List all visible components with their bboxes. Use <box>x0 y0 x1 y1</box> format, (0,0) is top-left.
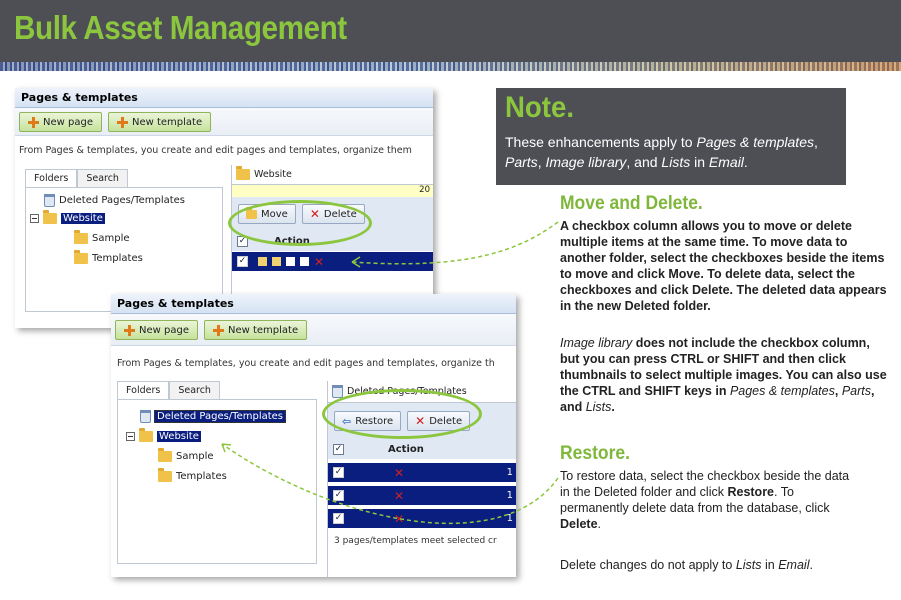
panel-description: From Pages & templates, you create and edit pages and templates, organize them <box>19 145 412 156</box>
panel-title: Pages & templates <box>111 294 516 314</box>
select-all-checkbox[interactable]: ✓ <box>334 443 343 454</box>
folder-icon <box>74 253 88 264</box>
highlight-circle-restore <box>322 389 482 439</box>
tree-item-templates[interactable]: Templates <box>158 471 227 482</box>
restore-title: Restore. <box>560 443 630 464</box>
header-banner <box>0 0 901 62</box>
edit-icon[interactable] <box>258 257 267 266</box>
select-all-checkbox[interactable]: ✓ <box>238 235 247 246</box>
folder-icon <box>139 431 153 442</box>
note-box <box>496 88 846 185</box>
screenshot-panel-move-delete <box>15 88 433 328</box>
tree-item-templates[interactable]: Templates <box>74 253 143 264</box>
page-icon[interactable] <box>286 257 295 266</box>
page-title: Bulk Asset Management <box>14 9 347 46</box>
move-button[interactable]: Move <box>238 204 296 224</box>
panel-toolbar <box>15 108 433 136</box>
trash-icon <box>332 385 343 398</box>
table-row[interactable] <box>232 251 433 271</box>
panel-description: From Pages & templates, you create and edit pages and templates, organize th <box>117 358 495 369</box>
info-bar: 20 <box>232 185 433 197</box>
image-library-text: Image library does not include the checkbox column, but you can press CTRL or SHIFT and then click thumbnails to select multiple images. You can also use the CTRL and SHIFT keys in Pages & templates, Parts, and Lists. <box>560 336 887 414</box>
plus-icon <box>117 117 128 128</box>
tree-item-website[interactable]: Website <box>30 213 105 224</box>
tree-item-sample[interactable]: Sample <box>74 233 130 244</box>
delete-x-icon[interactable]: ✕ <box>394 488 405 503</box>
restore-arrow-icon: ⇦ <box>342 414 352 428</box>
new-template-button[interactable]: New template <box>204 320 307 340</box>
header-stripe-overlay <box>0 62 901 71</box>
tree-tabs <box>117 381 220 399</box>
panel-title: Pages & templates <box>15 88 433 108</box>
collapse-icon[interactable] <box>126 432 135 441</box>
tree-item-website[interactable]: Website <box>126 431 201 442</box>
row-checkbox[interactable]: ✓ <box>334 490 343 500</box>
move-delete-text: A checkbox column allows you to move or delete multiple items at the same time. To move data to another folder, select the checkboxes beside the items to move and click Move. To delete data, select the checkboxes and click Delete. The deleted data appears in the new Deleted folder. <box>560 219 887 313</box>
tree-item-sample[interactable]: Sample <box>158 451 214 462</box>
plus-icon <box>28 117 39 128</box>
tab-folders[interactable]: Folders <box>117 381 169 399</box>
restore-button[interactable]: ⇦ Restore <box>334 411 401 431</box>
tab-folders[interactable]: Folders <box>25 169 77 187</box>
delete-button[interactable]: ✕ Delete <box>302 204 365 224</box>
delete-x-icon[interactable]: ✕ <box>394 465 405 480</box>
panel-toolbar <box>111 314 516 346</box>
table-row[interactable]: ✓ ✕ 1 <box>328 485 516 505</box>
folder-icon <box>158 451 172 462</box>
tab-search[interactable]: Search <box>169 381 220 399</box>
tree-tabs <box>25 169 128 187</box>
collapse-icon[interactable] <box>30 214 39 223</box>
delete-x-icon[interactable]: ✕ <box>314 254 325 269</box>
note-title: Note. <box>505 91 574 124</box>
folder-path: Website <box>232 165 433 185</box>
plus-icon <box>213 325 224 336</box>
tab-search[interactable]: Search <box>77 169 128 187</box>
plus-icon <box>124 325 135 336</box>
row-checkbox[interactable]: ✓ <box>334 513 343 523</box>
note-text: These enhancements apply to Pages & templates, Parts, Image library, and Lists in Email. <box>505 134 818 170</box>
trash-icon <box>140 410 151 423</box>
delete-button[interactable]: ✕ Delete <box>407 411 470 431</box>
restore-text: To restore data, select the checkbox beside the data in the Deleted folder and click Restore. To permanently delete data from the database, click Delete. <box>560 469 850 531</box>
folder-icon <box>43 213 57 224</box>
grid-header: ✓ Action <box>232 231 433 251</box>
grid-header: ✓ Action <box>328 439 516 459</box>
highlight-circle-move-delete <box>228 200 372 246</box>
delete-x-icon: ✕ <box>415 414 426 428</box>
delete-x-icon: ✕ <box>309 207 320 221</box>
table-row[interactable]: ✓ ✕ 1 <box>328 462 516 482</box>
folder-tree <box>117 399 317 564</box>
row-checkbox[interactable]: ✓ <box>238 256 247 266</box>
move-delete-title: Move and Delete. <box>560 193 703 214</box>
folder-icon <box>236 169 250 180</box>
status-text: 3 pages/templates meet selected cr <box>334 536 497 546</box>
delete-x-icon[interactable]: ✕ <box>394 511 405 526</box>
screenshot-panel-restore <box>111 294 516 577</box>
tree-item-deleted[interactable]: Deleted Pages/Templates <box>44 194 185 207</box>
restore-note-text: Delete changes do not apply to Lists in Email. <box>560 558 813 572</box>
row-checkbox[interactable]: ✓ <box>334 467 343 477</box>
folder-icon[interactable] <box>272 257 281 266</box>
folder-icon <box>74 233 88 244</box>
trash-icon <box>44 194 55 207</box>
tree-item-deleted[interactable]: Deleted Pages/Templates <box>140 410 285 423</box>
copy-icon[interactable] <box>300 257 309 266</box>
table-row[interactable]: ✓ ✕ 1 <box>328 508 516 528</box>
folder-path: Deleted Pages/Templates <box>328 381 516 403</box>
new-template-button[interactable]: New template <box>108 112 211 132</box>
new-page-button[interactable]: New page <box>115 320 198 340</box>
folder-icon <box>158 471 172 482</box>
new-page-button[interactable]: New page <box>19 112 102 132</box>
